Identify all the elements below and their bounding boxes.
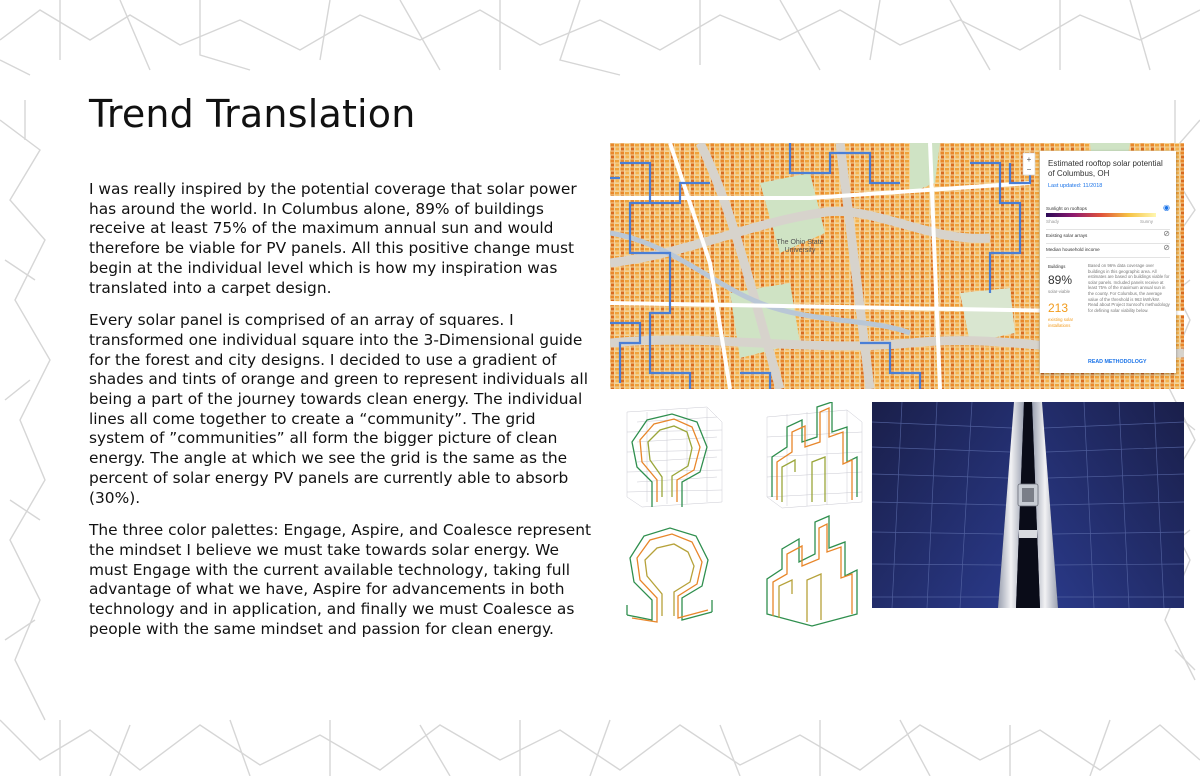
solar-info-panel: [1040, 151, 1176, 373]
paragraph-solar-coverage: I was really inspired by the potential coverage that solar power has around the world. In Columbus alone, 89% of buildings receive at least 75% of the maximum annual sun and would therefore be viable for PV panels. All this positive change must begin at the individual level which is how my inspiration was translated into a carpet design.: [89, 180, 577, 297]
eye-off-icon[interactable]: ⊘: [1163, 243, 1170, 252]
buildings-value: 89%: [1048, 273, 1073, 287]
map-label-university: The Ohio State University: [776, 239, 824, 254]
existing-arrays-label: Existing solar arrays: [1046, 233, 1088, 238]
read-methodology-link[interactable]: READ METHODOLOGY: [1088, 359, 1147, 365]
eye-off-icon[interactable]: ⊘: [1163, 229, 1170, 238]
median-income-label: Median household income: [1046, 247, 1100, 252]
city-grid-wireframe: [757, 402, 867, 512]
paragraph-solar-panel-squares: Every solar panel is comprised of an array of squares. I transformed one individual square into the 3-Dimensional guide for the forest and city designs. I decided to use a gradient of shades and tints of orange and green to represent individuals all being a part of the journey towards clean energy. The individual lines all come together to create a “community”. The grid system of ”communities” all form the bigger picture of clean energy. The angle at which we see the grid is the same as the percent of solar energy PV panels are currently able to absorb (30%).: [89, 311, 588, 507]
city-wireframe-3d: [757, 514, 867, 629]
sunlight-label: Sunlight on rooftops: [1046, 206, 1087, 211]
scale-high-label: Sunny: [1140, 219, 1154, 224]
page-title: Trend Translation: [89, 92, 416, 136]
body-text: [89, 180, 594, 652]
panel-description: Based on 96% data coverage over buildings in this geographic area. All estimates are based on buildings viable for solar panels. Included panels receive at least 75% of the maximum annual sun in the county. For Columbus, the average value of the threshold is 963 kWh/kW. Read about Project Sunroof's methodology for defining solar viability below.: [1088, 263, 1170, 313]
forest-wireframe-3d: [612, 520, 727, 630]
installs-value: 213: [1048, 301, 1069, 315]
solar-panel-graphic: [872, 402, 1184, 608]
sunlight-scale-bar: [1046, 213, 1156, 217]
panel-title: Estimated rooftop solar potential of Columbus, OH: [1048, 159, 1163, 178]
buildings-label: Buildings: [1048, 264, 1066, 269]
installs-sub: existing solar installations: [1048, 317, 1074, 328]
svg-text:−: −: [1026, 165, 1032, 174]
solar-panel-photo: [872, 402, 1184, 608]
solar-map-image: [610, 143, 1184, 389]
scale-low-label: Shady: [1046, 219, 1060, 224]
eye-icon[interactable]: ◉: [1163, 203, 1170, 212]
buildings-sub: solar-viable: [1048, 289, 1070, 294]
svg-text:+: +: [1026, 155, 1032, 164]
panel-updated: Last updated: 11/2018: [1048, 183, 1103, 189]
forest-grid-wireframe: [612, 402, 727, 512]
paragraph-color-palettes: The three color palettes: Engage, Aspire, and Coalesce represent the mindset I believe we must take towards solar energy. We must Engage with the current available technology, taking full advantage of what we have, Aspire for advancements in both technology and in application, and finally we must Coalesce as people with the same mindset and passion for clean energy.: [89, 521, 592, 638]
